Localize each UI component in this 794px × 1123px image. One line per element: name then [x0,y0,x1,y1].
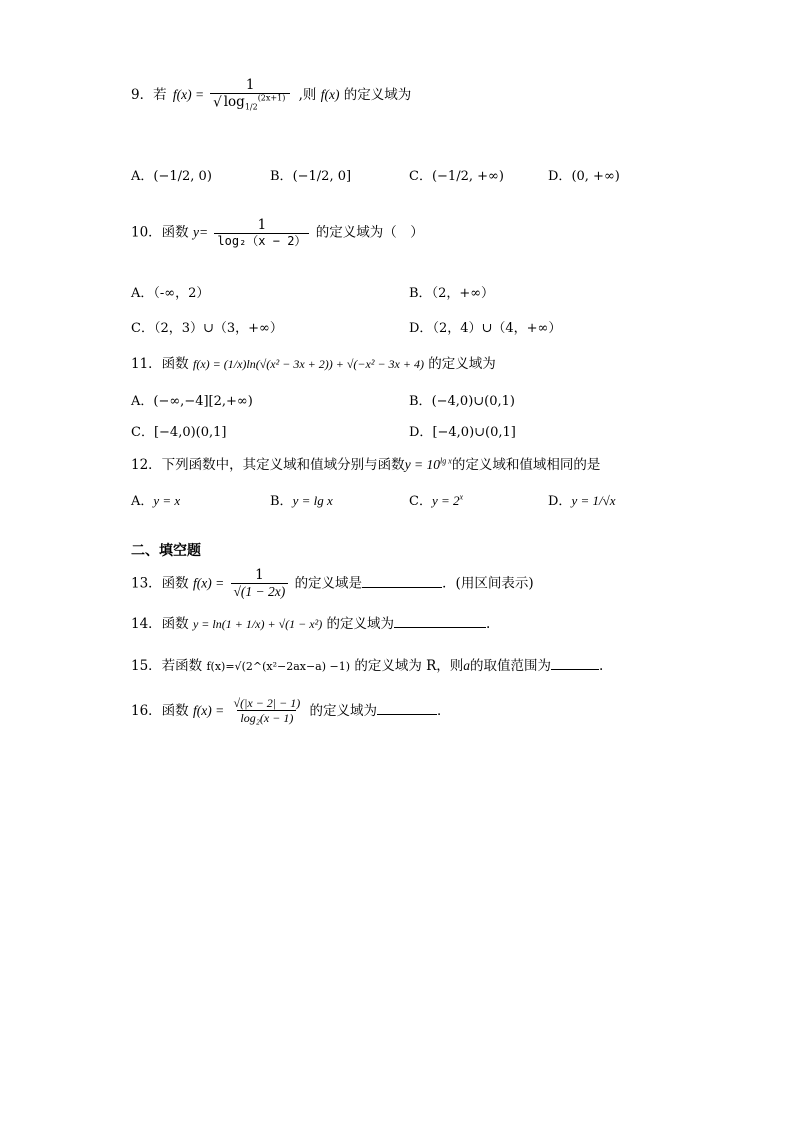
q9-func: f(x) = [172,87,205,103]
q13-fraction [231,568,289,600]
q9-tail: 的定义域为 [343,86,412,103]
option-text: (−∞,−4][2,+∞) [153,394,253,409]
question-13 [131,568,534,600]
option-text: (0, +∞) [571,169,620,184]
q9-then: ,则 [298,86,317,103]
q14-answer-blank[interactable] [394,627,486,628]
q9-formula: f(x) = $\frac{1}{√ \log_{1/2}^{(2x+1)}}$ [173,78,292,113]
q10-option-d [409,317,561,336]
q15-a: a [463,658,471,673]
q16-frac-den: log₂(x − 1) [237,710,296,725]
q11-tail: 的定义域为 [428,356,496,372]
q11-number: 11．函数 [131,356,189,372]
q10-y: y= [192,224,209,240]
q9-log-base: 1/2 [244,103,258,113]
q12-option-c [409,490,463,509]
option-text: [−4,0)(0,1] [153,425,227,440]
q13-tail2: ．(用区间表示) [442,575,534,592]
question-9 [131,78,411,113]
q13-number: 13．函数 [131,575,189,592]
option-text: （-∞，2） [153,286,210,301]
q11-option-d [409,421,516,440]
option-label: A． [131,286,154,301]
option-label: D． [409,321,433,336]
q12-option-b [270,490,333,509]
q9-number: 9．若 [131,86,167,103]
option-text: y = 1/√x [571,493,616,508]
q16-number: 16．函数 [131,702,189,719]
question-12 [131,453,600,473]
option-label: B． [270,169,293,184]
q13-frac-den: √(1 − 2x) [231,583,289,600]
option-label: A． [131,394,154,409]
q13-expr: f(x) = [192,575,225,591]
q15-expr: f(x)=√(2^(x²−2ax−a) −1) [206,660,351,673]
option-text: y = 2 [431,493,460,508]
q10-frac-den: log₂（x − 2） [214,233,309,248]
option-text: y = lg x [292,493,333,508]
q15-tail2: 的取值范围为 [470,658,552,674]
q16-expr: f(x) = [192,702,225,718]
q9-option-b [270,165,351,184]
q10-number: 10．函数 [131,224,189,241]
option-text: y = x [153,493,181,508]
option-label: C． [409,169,432,184]
q11-expr: f(x) = (1/x)ln(√(x² − 3x + 2)) + √(−x² − 3x + 4) [192,357,424,371]
q10-option-a [131,282,209,301]
question-10 [131,218,424,248]
q10-fraction [214,218,309,248]
option-text: (−1/2, 0] [292,169,352,184]
option-exp: x [459,492,464,502]
option-text: （2，3）∪（3，+∞） [153,321,283,336]
q9-frac-num: 1 [245,77,255,93]
q12-tail: 的定义域和值域相同的是 [451,457,601,473]
q12-option-d [548,490,616,509]
option-text: （2，4）∪（4，+∞） [432,321,562,336]
option-label: C． [131,425,154,440]
q14-end: . [486,616,491,632]
q14-number: 14．函数 [131,616,189,632]
q13-tail: 的定义域是 [294,575,363,592]
option-label: B． [409,394,432,409]
option-label: C． [131,321,154,336]
q12-option-a [131,490,180,509]
q13-answer-blank[interactable] [362,587,442,588]
q15-end: . [599,658,604,674]
option-text: (−4,0)∪(0,1) [431,394,515,409]
section-title: 二、填空题 [131,543,201,559]
q11-option-b [409,390,515,409]
question-16 [131,697,451,726]
q9-log: log [223,94,245,111]
option-label: A． [131,169,154,184]
option-label: B． [270,494,293,509]
q12-exp: lg x [440,456,452,466]
q15-number: 15．若函数 [131,658,203,674]
q16-answer-blank[interactable] [377,714,437,715]
q16-frac-num: √(|x − 2| − 1) [233,696,301,710]
question-14 [131,612,490,632]
question-15 [131,654,603,674]
option-label: D． [409,425,433,440]
q9-option-a [131,165,212,184]
q10-frac-num: 1 [257,217,267,233]
q14-expr: y = ln(1 + 1/x) + √(1 − x²) [192,617,323,631]
option-text: [−4,0)∪(0,1] [432,425,516,440]
q9-option-c [409,165,504,184]
option-text: (−1/2, 0) [153,169,212,184]
q11-option-c [131,421,226,440]
q15-tail: 的定义域为 R，则 [354,658,464,674]
option-label: B． [409,286,432,301]
q10-tail: 的定义域为（ ） [315,224,424,241]
q9-fx: f(x) [320,86,340,102]
option-text: （2，+∞） [431,286,495,301]
q12-expr: y = 10 [404,457,441,472]
q9-option-d [548,165,620,184]
option-text: (−1/2, +∞) [431,169,504,184]
q14-tail: 的定义域为 [326,616,394,632]
q16-tail: 的定义域为 [309,702,377,719]
option-label: C． [409,494,432,509]
q10-option-b [409,282,494,301]
option-label: A． [131,494,154,509]
q15-answer-blank[interactable] [551,669,599,670]
q13-frac-num: 1 [255,567,264,583]
q10-option-c [131,317,283,336]
option-label: D． [548,169,572,184]
option-label: D． [548,494,572,509]
q9-log-arg: (2x+1) [257,93,286,103]
question-11 [131,352,496,372]
q16-end: ． [437,702,451,719]
q12-text: 12．下列函数中，其定义域和值域分别与函数 [131,457,405,473]
q11-option-a [131,390,253,409]
q16-fraction [231,697,304,726]
q9-log-expr [222,93,288,113]
